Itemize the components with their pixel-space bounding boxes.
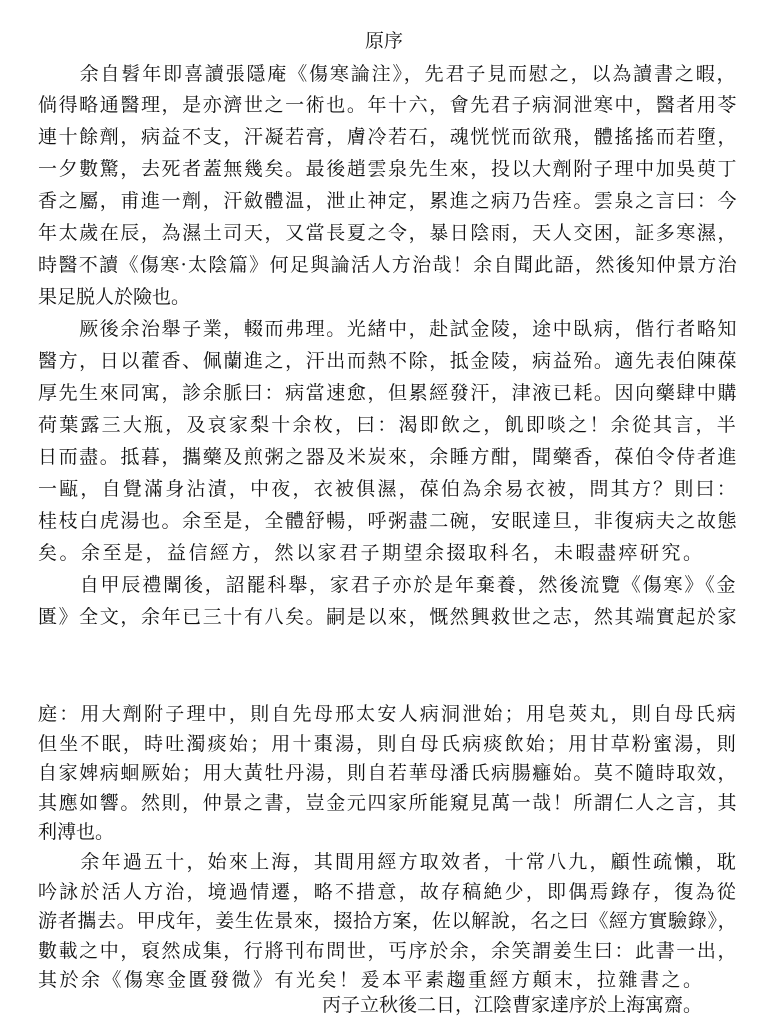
- text-line: 余年過五十，始來上海，其間用經方取效者，十常八九，顧性疏懶，耽: [38, 851, 738, 873]
- text-line: 游者攜去。甲戌年，姜生佐景來，掇拾方案，佐以解說，名之曰《經方實驗錄》，: [38, 910, 738, 933]
- text-line: 數載之中，裒然成集，行將刊布問世，丐序於余，余笑謂姜生曰：此書一出，: [38, 939, 739, 962]
- text-line: 一甌，自覺滿身沾漬，中夜，衣被俱濕，葆伯為余易衣被，問其方？則曰：: [38, 478, 738, 500]
- text-line: 但坐不眠，時吐濁痰始；用十棗湯，則自母氏病痰飲始；用甘草粉蜜湯，則: [38, 732, 738, 755]
- text-line: 厚先生來同寓，診余脈曰：病當速愈，但累經發汗，津液已耗。因向藥肆中購: [38, 382, 739, 404]
- signature-line: 丙子立秋後二日，江陰曹家達序於上海寓齋。: [322, 994, 703, 1016]
- text-line: 自家婢病蛔厥始；用大黃牡丹湯，則自若華母潘氏病腸癰始。莫不隨時取效，: [38, 762, 739, 785]
- text-line: 桂枝白虎湯也。余至是，全體舒暢，呼粥盡二碗，安眠達旦，非復病夫之故態: [38, 510, 739, 532]
- text-line: 余自髫年即喜讀張隱庵《傷寒論注》，先君子見而慰之，以為讀書之暇，: [38, 63, 738, 85]
- text-line: 其於余《傷寒金匱發微》有光矣！爰本平素趨重經方顛末，拉雜書之。: [38, 969, 705, 992]
- text-line: 一夕數驚，去死者蓋無幾矣。最後趙雲泉先生來，投以大劑附子理中加吳萸丁: [38, 158, 739, 180]
- text-line: 其應如響。然則，仲景之書，豈金元四家所能窺見萬一哉！所謂仁人之言，其: [38, 791, 739, 814]
- text-line: 厥後余治舉子業，輟而弗理。光緒中，赴試金陵，途中臥病，偕行者略知: [38, 318, 739, 340]
- text-line: 連十餘劑，病益不支，汗凝若膏，膚冷若石，魂恍恍而欲飛，體搖搖而若墮，: [38, 126, 739, 148]
- text-line: 醫方，日以藿香、佩蘭進之，汗出而熱不除，抵金陵，病益殆。適先表伯陳葆: [38, 350, 739, 372]
- text-line: 時醫不讀《傷寒·太陰篇》何足與論活人方治哉！余自聞此語，然後知仲景方治: [38, 254, 738, 276]
- text-line: 利溥也。: [38, 821, 115, 844]
- text-line: 矣。余至是，益信經方，然以家君子期望余掇取科名，未暇盡瘁研究。: [38, 542, 705, 564]
- text-line: 果足脱人於險也。: [38, 286, 191, 308]
- text-line: 香之屬，甫進一劑，汗斂體温，泄止神定，累進之病乃告痊。雲泉之言曰：今: [38, 190, 739, 212]
- text-line: 自甲辰禮闈後，詔罷科舉，家君子亦於是年棄養，然後流覽《傷寒》《金: [38, 574, 738, 596]
- text-line: 匱》全文，余年已三十有八矣。嗣是以來，慨然興救世之志，然其端實起於家: [38, 606, 739, 628]
- text-line: 荷葉露三大瓶，及哀家梨十余枚，曰：渴即飲之，飢即啖之！余從其言，半: [38, 414, 738, 436]
- text-line: 日而盡。抵暮，攜藥及煎粥之器及米炭來，余睡方酣，聞藥香，葆伯令侍者進: [38, 446, 739, 468]
- text-line: 吟詠於活人方治，境過情遷，略不措意，故存稿絶少，即偶焉錄存，復為從: [38, 880, 738, 903]
- document-title: 原序: [364, 30, 403, 52]
- text-line: 年太歲在辰，為濕土司天，又當長夏之令，暴日陰雨，天人交困，証多寒濕，: [38, 222, 739, 244]
- text-line: 庭：用大劑附子理中，則自先母邢太安人病洞泄始；用皂莢丸，則自母氏病: [38, 703, 738, 725]
- text-line: 倘得略通醫理，是亦濟世之一術也。年十六，會先君子病洞泄寒中，醫者用苓: [38, 94, 739, 116]
